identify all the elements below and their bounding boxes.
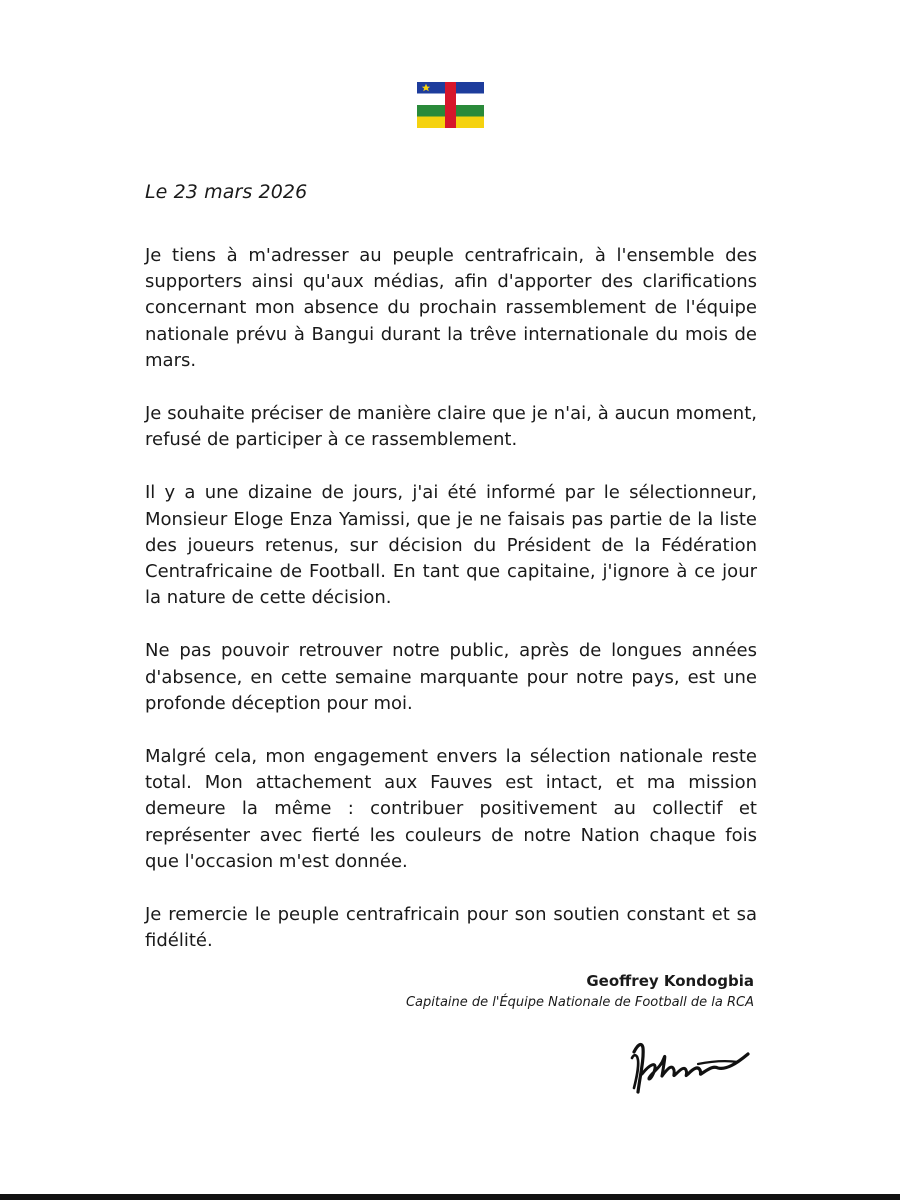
- paragraph-clarification: Je souhaite préciser de manière claire que je n'ai, à aucun moment, refusé de participer à ce rassemblement.: [145, 403, 757, 451]
- letter-body: [145, 243, 757, 981]
- paragraph-commitment: Malgré cela, mon engagement envers la sélection nationale reste total. Mon attachement aux Fauves est intact, et ma mission demeure la même : contribuer positivement au collectif et représenter avec fierté les couleurs de notre Nation chaque fois que l'occasion m'est donnée.: [145, 746, 757, 872]
- letter-date: Le 23 mars 2026: [145, 181, 308, 203]
- signer-name: Geoffrey Kondogbia: [586, 972, 754, 990]
- bottom-edge-bar: [0, 1194, 900, 1200]
- paragraph-decision: Il y a une dizaine de jours, j'ai été informé par le sélectionneur, Monsieur Eloge Enza Yamissi, que je ne faisais pas partie de la liste des joueurs retenus, sur décision du Président de la Fédération Centrafricaine de Football. En tant que capitaine, j'ignore à ce jour la nature de cette décision.: [145, 482, 757, 609]
- paragraph-intro: Je tiens à m'adresser au peuple centrafricain, à l'ensemble des supporters ainsi qu'aux médias, afin d'apporter des clarifications concernant mon absence du prochain rassemblement de l'équipe nationale prévu à Bangui durant la trêve internationale du mois de mars.: [145, 245, 757, 371]
- signer-title: Capitaine de l'Équipe Nationale de Football de la RCA: [405, 995, 754, 1010]
- paragraph-thanks: Je remercie le peuple centrafricain pour son soutien constant et sa fidélité.: [145, 904, 757, 952]
- central-african-republic-flag-icon: [417, 82, 484, 128]
- signature-block: [406, 970, 754, 1014]
- paragraph-disappointment: Ne pas pouvoir retrouver notre public, après de longues années d'absence, en cette semaine marquante pour notre pays, est une profonde déception pour moi.: [145, 640, 757, 714]
- handwritten-signature-icon: [628, 1034, 756, 1098]
